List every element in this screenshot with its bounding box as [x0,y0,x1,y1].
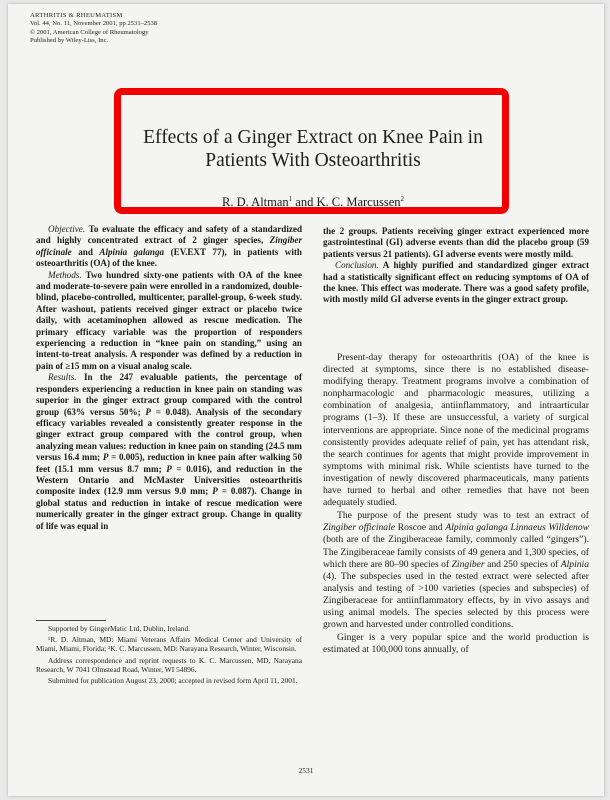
body-paragraph-2 [323,510,589,631]
abstract-right-column [323,226,589,306]
introduction-body [323,352,589,656]
results-p-2: P [102,452,109,463]
body-paragraph-3: Ginger is a very popular spice and the world production is estimated at 100,000 tons annually, of [323,632,589,656]
conclusion-text: A highly purified and standardized ginger extract had a statistically significant effect on reducing symptoms of OA of the knee. This effect was moderate. There was a good safety profile, with mostly mild GI adverse events in the ginger extract group. [323,260,589,305]
footnote-submission: Submitted for publication August 23, 2000; accepted in revised form April 11, 2001. [48,676,298,686]
p2-text-e: (4). The subspecies used in the tested extract were selected after analysis and testing of >100 varieties (species and subspecies) of Zingiberaceae for antiinflammatory effects, by in vivo assays and using animal models. The species selected by this process were grown and harvested under controlled conditions. [323,570,589,631]
results-p-3: P [166,463,172,474]
results-p-4: P [212,486,218,497]
results-p-1: P [145,406,151,417]
author-line [118,195,508,210]
p2-species-2: Alpinia galanga Linnaeus Willdenow [445,522,589,534]
objective-species-1: Zingiber officinale [36,235,302,257]
objective-text-a: To evaluate the efficacy and safety of a standardized and highly concentrated extract of 2 ginger species, [36,224,302,246]
article-title [118,126,508,172]
publisher-line: Published by Wiley-Liss, Inc. [30,37,109,45]
footnote-funding: Supported by GingerMatic Ltd, Dublin, Ireland. [48,624,191,633]
journal-name: ARTHRITIS & RHEUMATISM [30,12,123,19]
objective-species-2: Alpinia galanga [99,246,165,257]
volume-line: Vol. 44, No. 11, November 2001, pp 2531–2538 [30,20,158,28]
page-number: 2531 [298,766,314,775]
methods-text: Two hundred sixty-one patients with OA of the knee and moderate-to-severe pain were enrolled in a randomized, double-blind, placebo-controlled, multicenter, parallel-group, 6-week study. After washout, patients received ginger extract or placebo twice daily, with acetaminophen allowed as rescue medication. The primary efficacy variable was the proportion of responders experiencing a reduction in “knee pain on standing,” using an intent-to-treat analysis. A responder was defined by a reduction in pain of ≥15 mm on a visual analog scale. [36,269,302,371]
abstract-results [36,372,302,532]
copyright-line: © 2001, American College of Rheumatology [30,28,149,36]
abstract-results-continued: the 2 groups. Patients receiving ginger extract experienced more gastrointestinal (GI) adverse events than did the placebo group (59 patients versus 21 patients). GI adverse events were mostly mild. [323,226,589,259]
abstract-methods [36,270,302,373]
objective-text-b: and [71,246,100,257]
results-text-d: = 0.016), and reduction in the Western Ontario and McMaster Universities osteoarthritis composite index (12.9 mm versus 9.0 mm; [36,463,302,497]
abstract-objective [36,224,302,270]
conclusion-label: Conclusion. [335,260,379,271]
objective-label: Objective. [48,224,86,234]
abstract-conclusion [323,260,589,306]
results-text-e: = 0.087). Change in global status and reduction in intake of rescue medication were numerically greater in the ginger extract group. Change in quality of life was equal in [36,486,302,531]
title-line-2: Patients With Osteoarthritis [205,150,421,171]
p2-text-c: (both are of the Zingiberaceae family, commonly called “gingers”). The Zingiberaceae family consists of 49 genera and 1,300 species, of which there are 80–90 species of [323,534,589,570]
body-paragraph-1: Present-day therapy for osteoarthritis (OA) of the knee is directed at symptoms, since there is no established disease-modifying therapy. Treatment programs involve a combination of nonpharmacologic and pharmacologic measures, utilizing a combination of analgesia, antiinflammatory, and intraarticular programs (1–3). If these are unsuccessful, a variety of surgical interventions are appropriate. Since none of the medicinal programs consistently provides adequate relief of pain, yet has attendant risk, the search continues for agents that might provide improvement in symptoms with minimal risk. While scientists have turned to the investigation of newly discovered pharmaceuticals, many patients have turned to herbal and other remedies that have not been adequately studied. [323,352,589,509]
journal-page [8,4,604,796]
p2-species-4: Alpinia [560,558,589,570]
author-2-affiliation: 2 [400,195,404,203]
footnote-affiliations: ¹R. D. Altman, MD: Miami Veterans Affairs Medical Center and University of Miami, Miami, Florida; ²K. C. Marcussen, MD: Narayana Research, Winter, Wisconsin. [36,635,302,654]
author-1-affiliation: 1 [288,195,293,203]
author-1: R. D. Altman [222,195,289,210]
journal-header [30,12,157,46]
author-2: K. C. Marcussen [316,195,401,210]
p2-species-3: Zingiber [451,558,485,570]
footnote-correspondence: Address correspondence and reprint requests to K. C. Marcussen, MD, Narayana Research, W 7041 Olmstead Road, Winter, WI 54896. [36,655,302,674]
p2-text-d: and 250 species of [484,558,561,570]
results-label: Results. [48,372,77,383]
objective-text-c: (EV.EXT 77), in patients with osteoarthritis (OA) of the knee. [36,246,302,269]
results-text-c: = 0.005), reduction in knee pain after walking 50 feet (15.1 mm versus 8.7 mm; [36,452,302,474]
abstract-left-column [36,224,302,532]
results-text-a: In the 247 evaluable patients, the percentage of responders experiencing a reduction in knee pain on standing was superior in the ginger extract group compared with the control group (63% versus 50%; [36,372,302,417]
results-text-b: = 0.048). Analysis of the secondary efficacy variables revealed a consistently greater response in the ginger extract group compared with the control group, when analyzing mean values: reduction in knee pain on standing (24.5 mm versus 16.4 mm; [36,406,302,463]
author-conjunction: and [292,195,317,210]
p2-text-a: The purpose of the present study was to test an extract of [337,510,589,522]
title-line-1: Effects of a Ginger Extract on Knee Pain in [143,127,483,148]
footnote-divider [36,620,106,621]
p2-species-1: Zingiber officinale [323,522,396,534]
methods-label: Methods. [48,269,82,280]
footnotes [36,624,302,687]
p2-text-b: Roscoe and [395,522,446,534]
